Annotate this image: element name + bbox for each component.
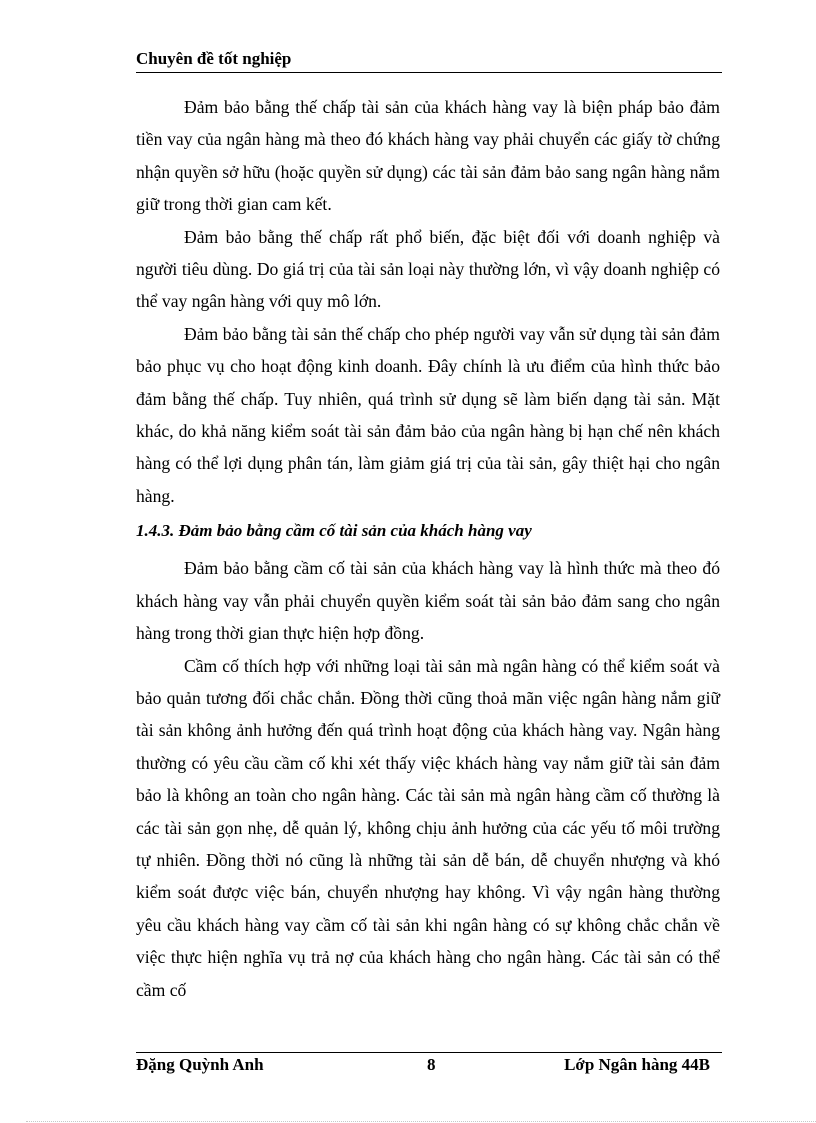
page-bottom-edge	[26, 1121, 816, 1122]
paragraph-mortgage-pros-cons: Đảm bảo bằng tài sản thế chấp cho phép người vay vẫn sử dụng tài sản đảm bảo phục vụ cho hoạt động kinh doanh. Đây chính là ưu điểm của hình thức bảo đảm bằng thế chấp. Tuy nhiên, quá trình sử dụng sẽ làm biến dạng tài sản. Mặt khác, do khả năng kiểm soát tài sản đảm bảo của ngân hàng bị hạn chế nên khách hàng có thể lợi dụng phân tán, làm giảm giá trị của tài sản, gây thiệt hại cho ngân hàng.	[136, 323, 720, 506]
section-heading: 1.4.3. Đảm bảo bằng cầm cố tài sản của khách hàng vay	[136, 521, 532, 541]
paragraph-mortgage-popularity: Đảm bảo bằng thế chấp rất phổ biến, đặc biệt đối với doanh nghiệp và người tiêu dùng. Do giá trị của tài sản loại này thường lớn, vì vậy doanh nghiệp có thể vay ngân hàng với quy mô lớn.	[136, 226, 720, 312]
page-footer	[136, 1052, 722, 1079]
document-body	[136, 91, 720, 1006]
paragraph-mortgage-definition: Đảm bảo bằng thế chấp tài sản của khách hàng vay là biện pháp bảo đảm tiền vay của ngân hàng mà theo đó khách hàng vay phải chuyển các giấy tờ chứng nhận quyền sở hữu (hoặc quyền sử dụng) các tài sản đảm bảo sang ngân hàng nắm giữ trong thời gian cam kết.	[136, 97, 720, 215]
page-number: 8	[427, 1055, 436, 1074]
paragraph-pledge-definition: Đảm bảo bằng cầm cố tài sản của khách hàng vay là hình thức mà theo đó khách hàng vay vẫn phải chuyển quyền kiểm soát tài sản bảo đảm sang cho ngân hàng trong thời gian thực hiện hợp đồng.	[136, 558, 720, 644]
page-header	[136, 48, 722, 73]
paragraph-pledge-suitability: Cầm cố thích hợp với những loại tài sản mà ngân hàng có thể kiểm soát và bảo quản tương đối chắc chắn. Đồng thời cũng thoả mãn việc ngân hàng nắm giữ tài sản không ảnh hưởng đến quá trình hoạt động của khách hàng vay. Ngân hàng thường có yêu cầu cầm cố khi xét thấy việc khách hàng vay nắm giữ tài sản đảm bảo là không an toàn cho ngân hàng. Các tài sản mà ngân hàng cầm cố thường là các tài sản gọn nhẹ, dễ quản lý, không chịu ảnh hưởng của các yếu tố môi trường tự nhiên. Đồng thời nó cũng là những tài sản dễ bán, dễ chuyển nhượng và khó kiểm soát được việc bán, chuyển nhượng hay không. Vì vậy ngân hàng thường yêu cầu khách hàng vay cầm cố tài sản khi ngân hàng có sự không chắc chắn về việc thực hiện nghĩa vụ trả nợ của khách hàng cho ngân hàng. Các tài sản có thể cầm cố	[136, 655, 720, 1000]
footer-class-name: Lớp Ngân hàng 44B	[564, 1055, 710, 1074]
header-title: Chuyên đề tốt nghiệp	[136, 49, 292, 68]
footer-author: Đặng Quỳnh Anh	[136, 1055, 264, 1074]
